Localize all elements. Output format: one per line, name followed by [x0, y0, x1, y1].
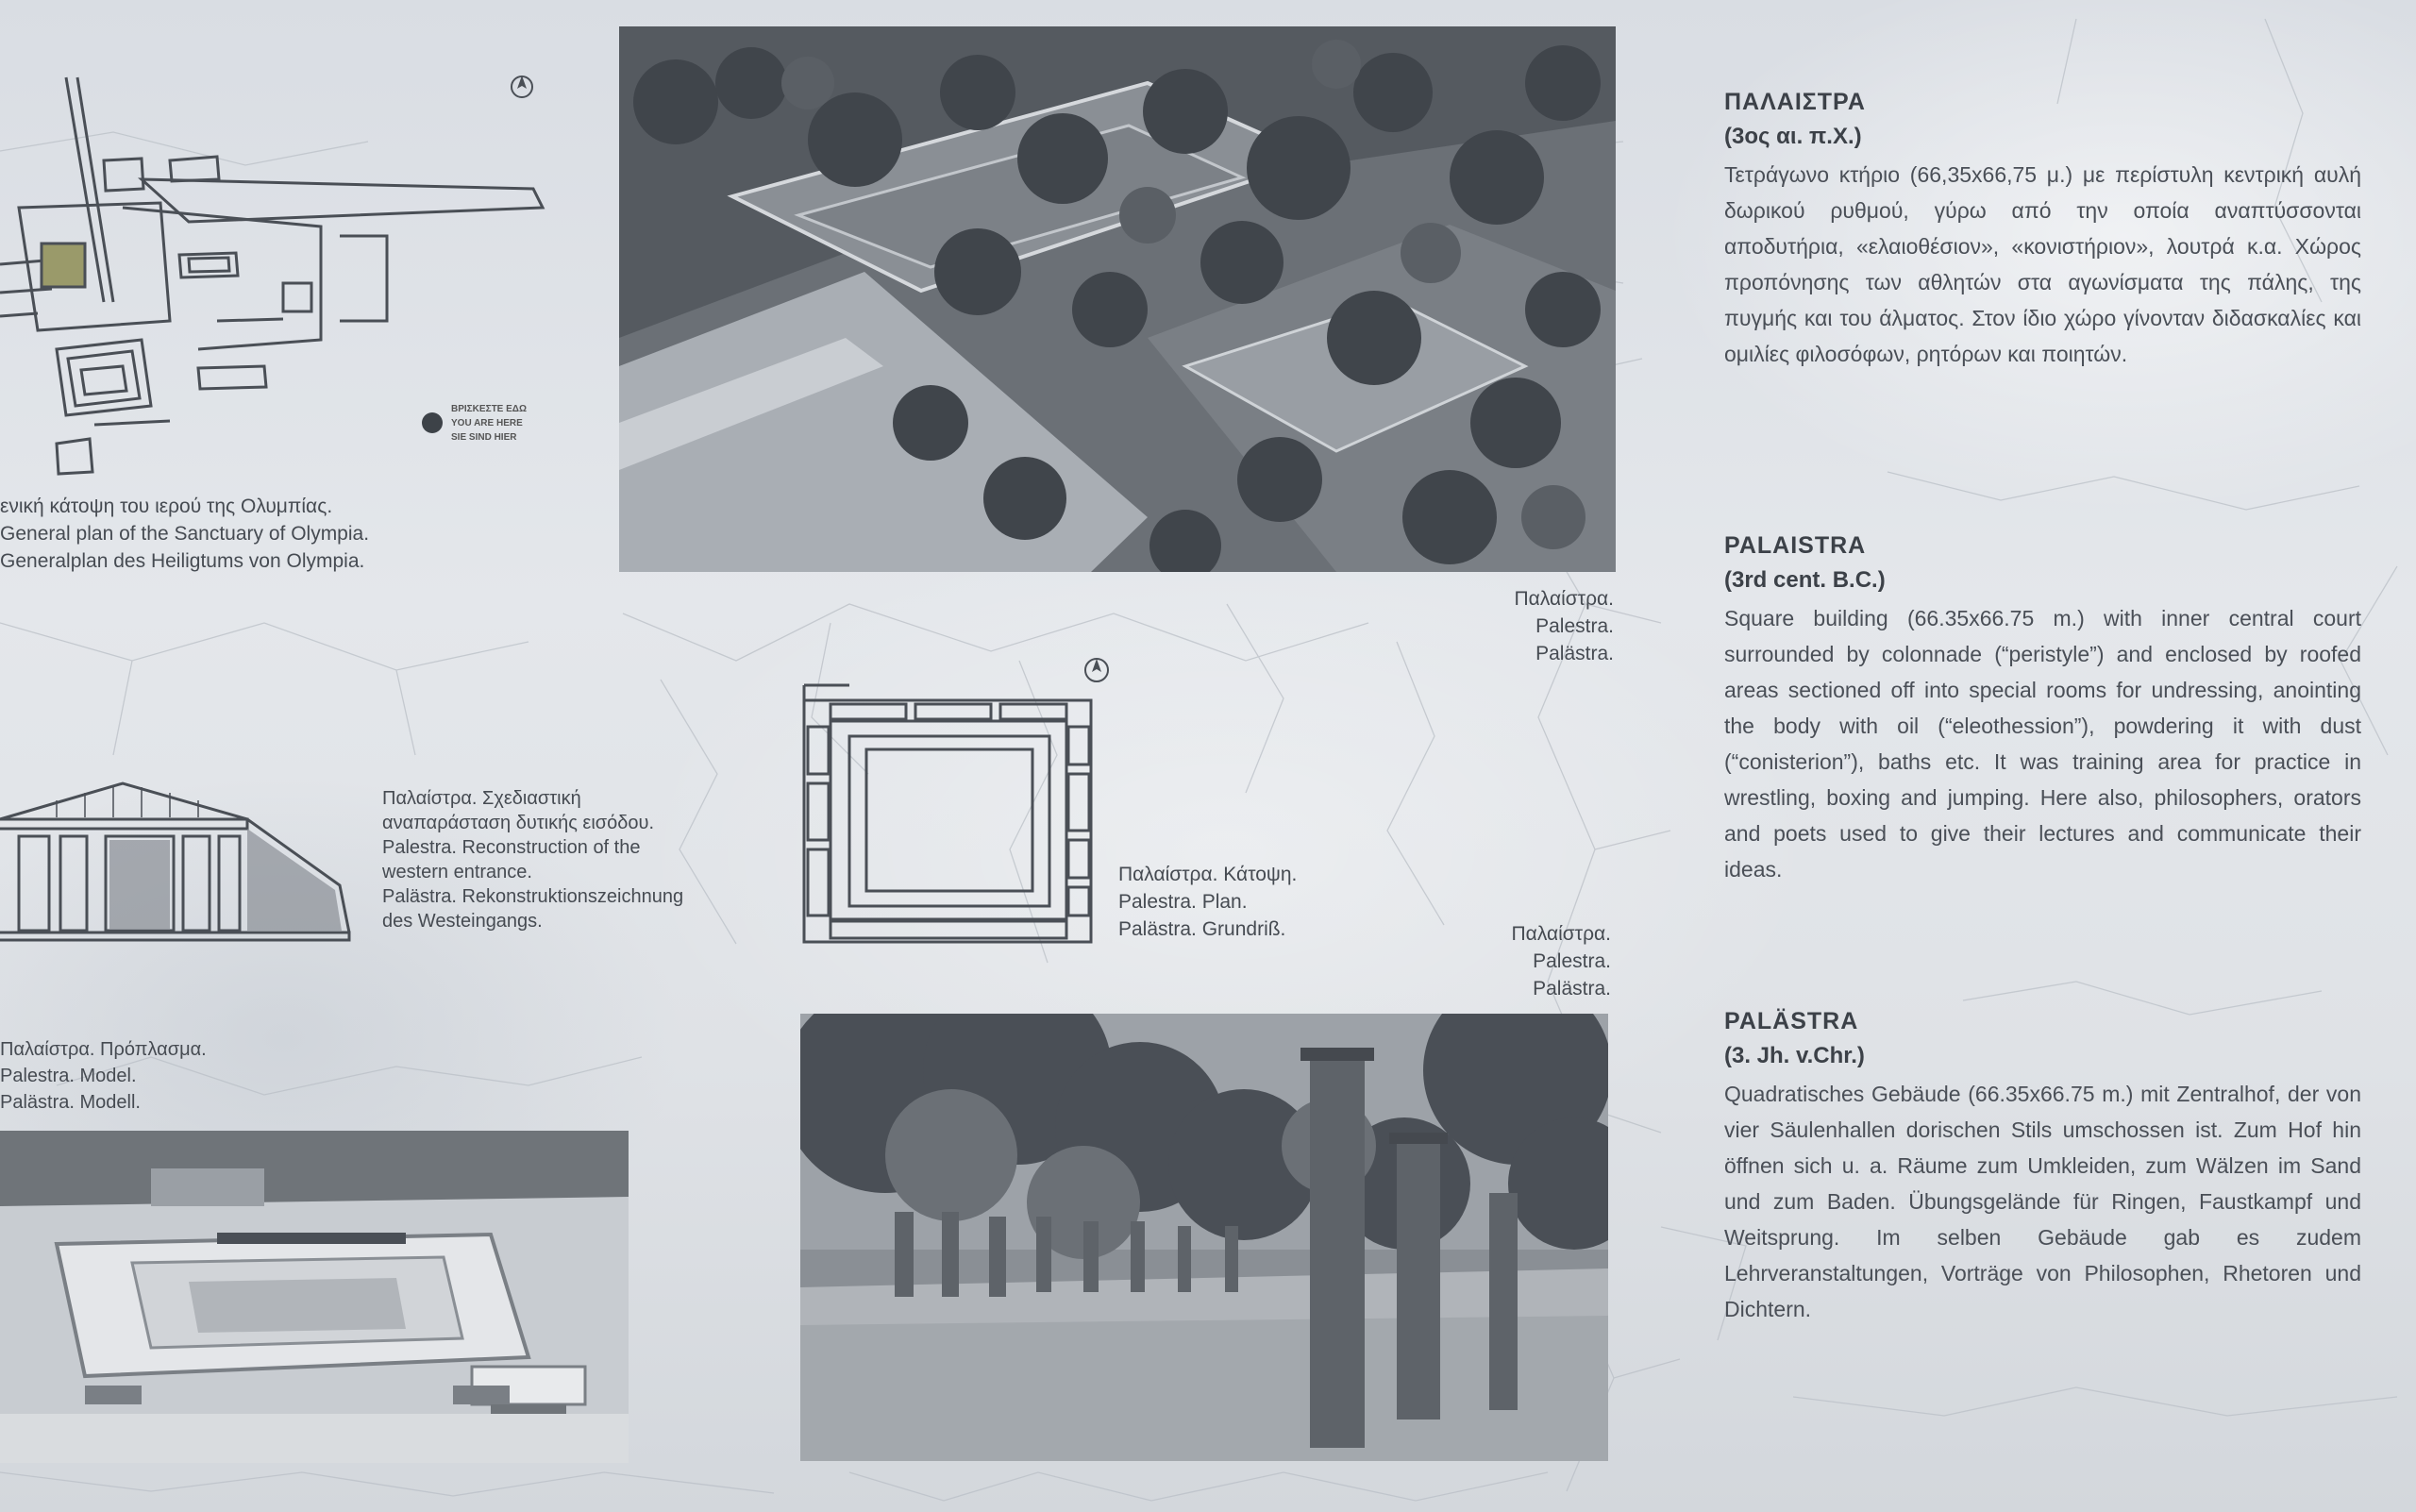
- greek-subtitle: (3ος αι. π.Χ.): [1724, 124, 1862, 149]
- columns-photo-caption: Παλαίστρα. Palestra. Palästra.: [1511, 923, 1611, 1000]
- aerial-photo: [619, 26, 1616, 572]
- text-block-greek: [1724, 85, 2361, 372]
- palaistra-highlight: [42, 244, 85, 287]
- greek-body: Τετράγωνο κτήριο (66,35x66,75 μ.) με περίστυλη κεντρική αυλή δωρικού ρυθμού, γύρω από την οποία αναπτύσσονται αποδυτήρια, «ελαιοθέσιον», «κονιστήριον», λουτρά κ.α. Χώρος προπόνησης των αθλητών στα αγωνίσματα της πάλης, της πυγμής και του άλματος. Στον ίδιο χώρο γίνονταν διδασκαλίες και ομιλίες φιλοσόφων, ρητόρων και ποιητών.: [1724, 162, 2361, 366]
- text-block-english: [1724, 529, 2361, 887]
- text-block-german: [1724, 1004, 2361, 1327]
- german-subtitle: (3. Jh. v.Chr.): [1724, 1043, 1865, 1068]
- north-arrow-icon: [512, 76, 532, 97]
- model-photo: [0, 1131, 629, 1463]
- north-arrow-icon: [1085, 659, 1108, 681]
- aerial-photo-caption: Παλαίστρα. Palestra. Palästra.: [1514, 588, 1614, 664]
- columns-photo: [800, 1014, 1608, 1461]
- greek-title: ΠΑΛΑΙΣΤΡΑ: [1724, 89, 1866, 115]
- entrance-drawing-caption: Παλαίστρα. Σχεδιαστική αναπαράσταση δυτικής εισόδου. Palestra. Reconstruction of the western entrance. Palästra. Rekonstruktionszeichnung des Westeingangs.: [382, 788, 684, 932]
- western-entrance-drawing: [0, 781, 359, 944]
- you-are-here-label: ΒΡΙΣΚΕΣΤΕ ΕΔΩ YOU ARE HERE SIE SIND HIER: [451, 404, 527, 443]
- model-caption: Παλαίστρα. Πρόπλασμα. Palestra. Model. Palästra. Modell.: [0, 1039, 207, 1113]
- site-plan-caption: ενική κάτοψη του ιερού της Ολυμπίας. General plan of the Sanctuary of Olympia. Generalplan des Heiligtums von Olympia.: [0, 496, 370, 572]
- english-title: PALAISTRA: [1724, 532, 1867, 559]
- floor-plan-caption: Παλαίστρα. Κάτοψη. Palestra. Plan. Palästra. Grundriß.: [1118, 864, 1298, 940]
- english-subtitle: (3rd cent. B.C.): [1724, 567, 1886, 593]
- english-body: Square building (66.35x66.75 m.) with inner central court surrounded by colonnade (“peristyle”) and enclosed by roofed areas sectioned off into special rooms for undressing, anointing the body with oil (“eleothession”), powdering it with dust (“conisterion”), baths etc. It was training area for practice in wrestling, boxing and jumping. Here also, philosophers, orators and poets used to give their lectures and communicate their ideas.: [1724, 606, 2361, 882]
- german-title: PALÄSTRA: [1724, 1008, 1859, 1034]
- you-are-here-marker: [422, 412, 443, 433]
- german-body: Quadratisches Gebäude (66.35x66.75 m.) mit Zentralhof, der von vier Säulenhallen dorischen Stils umschossen ist. Zum Hof hin öffnen sich u. a. Räume zum Umkleiden, zum Wälzen im Sand und zum Baden. Übungsgelände für Ringen, Faustkampf und Weitsprung. Im selben Gebäude gab es zudem Lehrveranstaltungen, Vorträge von Philosophen, Rhetoren und Dichtern.: [1724, 1082, 2361, 1321]
- palaistra-floor-plan: [793, 651, 1114, 953]
